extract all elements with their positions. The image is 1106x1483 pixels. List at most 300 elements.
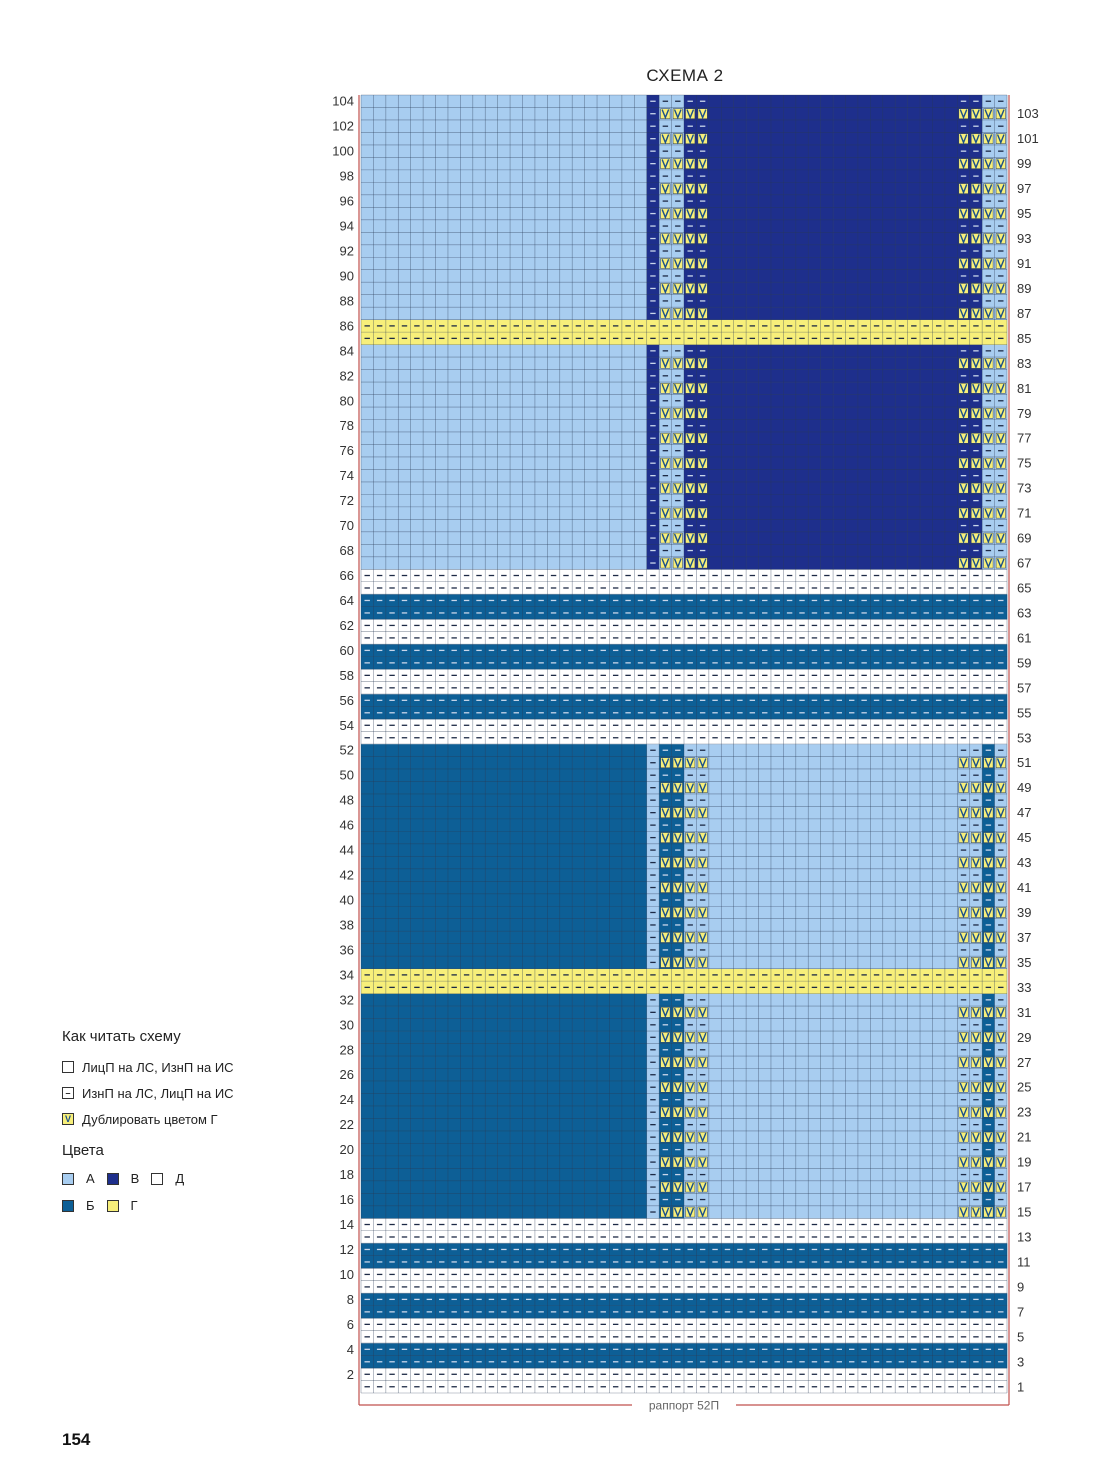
grid-cell bbox=[361, 444, 374, 457]
grid-cell bbox=[895, 1143, 908, 1156]
grid-cell bbox=[560, 744, 573, 757]
grid-cell bbox=[808, 295, 821, 308]
grid-cell bbox=[560, 1131, 573, 1144]
grid-cell bbox=[709, 295, 722, 308]
grid-cell bbox=[398, 844, 411, 857]
grid-cell bbox=[945, 1056, 958, 1069]
grid-cell bbox=[771, 756, 784, 769]
grid-cell bbox=[920, 469, 933, 482]
grid-cell bbox=[846, 756, 859, 769]
grid-cell bbox=[895, 931, 908, 944]
grid-cell bbox=[585, 881, 598, 894]
grid-cell bbox=[572, 395, 585, 408]
grid-cell bbox=[411, 844, 424, 857]
grid-cell bbox=[448, 432, 461, 445]
grid-cell bbox=[771, 819, 784, 832]
grid-cell bbox=[622, 420, 635, 433]
grid-cell bbox=[386, 494, 399, 507]
grid-cell bbox=[821, 756, 834, 769]
grid-cell bbox=[572, 1056, 585, 1069]
grid-cell bbox=[448, 557, 461, 570]
grid-cell bbox=[883, 831, 896, 844]
grid-cell bbox=[846, 1118, 859, 1131]
grid-cell bbox=[498, 1031, 511, 1044]
grid-cell bbox=[709, 1143, 722, 1156]
grid-cell bbox=[870, 220, 883, 233]
grid-cell bbox=[771, 482, 784, 495]
grid-cell bbox=[846, 1193, 859, 1206]
grid-cell bbox=[609, 1093, 622, 1106]
grid-cell bbox=[721, 931, 734, 944]
grid-cell bbox=[932, 282, 945, 295]
grid-cell bbox=[373, 532, 386, 545]
grid-cell bbox=[572, 382, 585, 395]
grid-cell bbox=[833, 1131, 846, 1144]
grid-cell bbox=[895, 1006, 908, 1019]
grid-cell bbox=[547, 894, 560, 907]
grid-cell bbox=[473, 370, 486, 383]
grid-cell bbox=[709, 370, 722, 383]
grid-cell bbox=[609, 806, 622, 819]
grid-cell bbox=[920, 357, 933, 370]
grid-cell bbox=[870, 1118, 883, 1131]
grid-cell bbox=[908, 295, 921, 308]
grid-cell bbox=[920, 232, 933, 245]
grid-cell bbox=[386, 944, 399, 957]
grid-cell bbox=[709, 557, 722, 570]
grid-cell bbox=[796, 944, 809, 957]
grid-cell bbox=[895, 756, 908, 769]
grid-cell bbox=[945, 457, 958, 470]
grid-cell bbox=[709, 345, 722, 358]
grid-cell bbox=[436, 1006, 449, 1019]
grid-cell bbox=[473, 781, 486, 794]
grid-cell bbox=[783, 232, 796, 245]
grid-cell bbox=[932, 482, 945, 495]
grid-cell bbox=[460, 1181, 473, 1194]
grid-cell bbox=[572, 1168, 585, 1181]
grid-cell bbox=[523, 881, 536, 894]
grid-cell bbox=[572, 1006, 585, 1019]
grid-cell bbox=[895, 370, 908, 383]
grid-cell bbox=[634, 494, 647, 507]
grid-cell bbox=[411, 1019, 424, 1032]
grid-cell bbox=[398, 869, 411, 882]
grid-cell bbox=[585, 357, 598, 370]
grid-cell bbox=[386, 1031, 399, 1044]
grid-cell bbox=[858, 794, 871, 807]
grid-cell bbox=[386, 831, 399, 844]
grid-cell bbox=[746, 519, 759, 532]
grid-cell bbox=[423, 207, 436, 220]
grid-cell bbox=[721, 420, 734, 433]
grid-cell bbox=[473, 1143, 486, 1156]
grid-cell bbox=[945, 407, 958, 420]
grid-cell bbox=[361, 956, 374, 969]
grid-cell bbox=[398, 1143, 411, 1156]
grid-cell bbox=[585, 544, 598, 557]
grid-cell bbox=[895, 257, 908, 270]
grid-cell bbox=[796, 1131, 809, 1144]
grid-cell bbox=[560, 856, 573, 869]
grid-cell bbox=[709, 769, 722, 782]
grid-cell bbox=[448, 831, 461, 844]
grid-cell bbox=[783, 207, 796, 220]
grid-cell bbox=[821, 781, 834, 794]
grid-cell bbox=[473, 245, 486, 258]
grid-cell bbox=[436, 444, 449, 457]
grid-cell bbox=[622, 744, 635, 757]
grid-cell bbox=[734, 769, 747, 782]
grid-cell bbox=[609, 1156, 622, 1169]
grid-cell bbox=[945, 1118, 958, 1131]
grid-cell bbox=[423, 420, 436, 433]
grid-cell bbox=[423, 1031, 436, 1044]
grid-cell bbox=[510, 432, 523, 445]
grid-cell bbox=[709, 794, 722, 807]
grid-cell bbox=[808, 756, 821, 769]
grid-cell bbox=[523, 270, 536, 283]
grid-cell bbox=[547, 195, 560, 208]
grid-cell bbox=[746, 1006, 759, 1019]
grid-cell bbox=[560, 257, 573, 270]
grid-cell bbox=[523, 944, 536, 957]
grid-cell bbox=[423, 1193, 436, 1206]
grid-cell bbox=[523, 769, 536, 782]
grid-cell bbox=[783, 944, 796, 957]
grid-cell bbox=[846, 819, 859, 832]
grid-cell bbox=[709, 270, 722, 283]
grid-cell bbox=[361, 457, 374, 470]
grid-cell bbox=[746, 931, 759, 944]
grid-cell bbox=[560, 894, 573, 907]
grid-cell bbox=[448, 956, 461, 969]
grid-cell bbox=[771, 557, 784, 570]
grid-cell bbox=[908, 1106, 921, 1119]
grid-cell bbox=[920, 856, 933, 869]
grid-cell bbox=[547, 1093, 560, 1106]
grid-cell bbox=[709, 819, 722, 832]
grid-cell bbox=[721, 781, 734, 794]
grid-cell bbox=[535, 544, 548, 557]
grid-cell bbox=[932, 1168, 945, 1181]
grid-cell bbox=[572, 1044, 585, 1057]
grid-cell bbox=[473, 881, 486, 894]
grid-cell bbox=[858, 1019, 871, 1032]
grid-cell bbox=[622, 1093, 635, 1106]
grid-cell bbox=[498, 494, 511, 507]
grid-cell bbox=[709, 307, 722, 320]
grid-cell bbox=[398, 1106, 411, 1119]
grid-cell bbox=[908, 195, 921, 208]
grid-cell bbox=[759, 469, 772, 482]
grid-cell bbox=[920, 769, 933, 782]
grid-cell bbox=[398, 357, 411, 370]
grid-cell bbox=[535, 1143, 548, 1156]
grid-cell bbox=[734, 195, 747, 208]
grid-cell bbox=[846, 507, 859, 520]
grid-cell bbox=[746, 744, 759, 757]
grid-cell bbox=[585, 407, 598, 420]
grid-cell bbox=[609, 307, 622, 320]
grid-cell bbox=[386, 881, 399, 894]
grid-cell bbox=[622, 944, 635, 957]
grid-cell bbox=[373, 869, 386, 882]
grid-cell bbox=[498, 544, 511, 557]
grid-cell bbox=[460, 1044, 473, 1057]
grid-cell bbox=[585, 220, 598, 233]
grid-cell bbox=[796, 507, 809, 520]
grid-cell bbox=[585, 1006, 598, 1019]
grid-cell bbox=[870, 395, 883, 408]
grid-cell bbox=[560, 1156, 573, 1169]
grid-cell bbox=[709, 956, 722, 969]
grid-cell bbox=[597, 382, 610, 395]
grid-cell bbox=[808, 195, 821, 208]
grid-cell bbox=[436, 844, 449, 857]
grid-cell bbox=[908, 956, 921, 969]
grid-cell bbox=[932, 532, 945, 545]
grid-cell bbox=[411, 295, 424, 308]
grid-cell bbox=[448, 881, 461, 894]
grid-cell bbox=[783, 794, 796, 807]
grid-cell bbox=[398, 1006, 411, 1019]
grid-cell bbox=[547, 257, 560, 270]
grid-cell bbox=[771, 769, 784, 782]
grid-cell bbox=[932, 220, 945, 233]
grid-cell bbox=[547, 544, 560, 557]
grid-cell bbox=[560, 370, 573, 383]
grid-cell bbox=[423, 507, 436, 520]
grid-cell bbox=[808, 1056, 821, 1069]
grid-cell bbox=[473, 1081, 486, 1094]
grid-cell bbox=[771, 894, 784, 907]
grid-cell bbox=[846, 769, 859, 782]
grid-cell bbox=[883, 507, 896, 520]
grid-cell bbox=[473, 1019, 486, 1032]
grid-cell bbox=[808, 869, 821, 882]
grid-cell bbox=[858, 1056, 871, 1069]
grid-cell bbox=[821, 1093, 834, 1106]
grid-cell bbox=[746, 769, 759, 782]
grid-cell bbox=[783, 307, 796, 320]
grid-cell bbox=[734, 1206, 747, 1219]
grid-cell bbox=[547, 282, 560, 295]
grid-cell bbox=[721, 856, 734, 869]
grid-cell bbox=[734, 494, 747, 507]
grid-cell bbox=[870, 507, 883, 520]
grid-cell bbox=[709, 1131, 722, 1144]
grid-cell bbox=[759, 1206, 772, 1219]
grid-cell bbox=[920, 220, 933, 233]
grid-cell bbox=[361, 245, 374, 258]
grid-cell bbox=[759, 1056, 772, 1069]
grid-cell bbox=[895, 444, 908, 457]
grid-cell bbox=[883, 270, 896, 283]
grid-cell bbox=[833, 245, 846, 258]
grid-cell bbox=[473, 919, 486, 932]
grid-cell bbox=[846, 245, 859, 258]
grid-cell bbox=[361, 1156, 374, 1169]
grid-cell bbox=[634, 420, 647, 433]
grid-cell bbox=[523, 307, 536, 320]
grid-cell bbox=[759, 544, 772, 557]
grid-cell bbox=[485, 919, 498, 932]
grid-cell bbox=[783, 856, 796, 869]
grid-cell bbox=[510, 245, 523, 258]
grid-cell bbox=[460, 307, 473, 320]
grid-cell bbox=[411, 1106, 424, 1119]
grid-cell bbox=[796, 307, 809, 320]
grid-cell bbox=[448, 1081, 461, 1094]
grid-cell bbox=[759, 357, 772, 370]
grid-cell bbox=[721, 1118, 734, 1131]
grid-cell bbox=[945, 1031, 958, 1044]
grid-cell bbox=[398, 544, 411, 557]
grid-cell bbox=[821, 1131, 834, 1144]
grid-cell bbox=[771, 1118, 784, 1131]
grid-cell bbox=[771, 245, 784, 258]
grid-cell bbox=[771, 1143, 784, 1156]
grid-cell bbox=[721, 1143, 734, 1156]
grid-cell bbox=[609, 444, 622, 457]
grid-cell bbox=[746, 1031, 759, 1044]
grid-cell bbox=[783, 482, 796, 495]
grid-cell bbox=[473, 532, 486, 545]
grid-cell bbox=[398, 532, 411, 545]
grid-cell bbox=[585, 744, 598, 757]
grid-cell bbox=[609, 994, 622, 1007]
grid-cell bbox=[734, 407, 747, 420]
grid-cell bbox=[597, 270, 610, 283]
grid-cell bbox=[746, 282, 759, 295]
grid-cell bbox=[498, 469, 511, 482]
grid-cell bbox=[597, 532, 610, 545]
grid-cell bbox=[386, 806, 399, 819]
grid-cell bbox=[796, 195, 809, 208]
grid-cell bbox=[585, 557, 598, 570]
grid-cell bbox=[572, 869, 585, 882]
grid-cell bbox=[411, 507, 424, 520]
grid-cell bbox=[908, 769, 921, 782]
grid-cell bbox=[535, 869, 548, 882]
grid-cell bbox=[746, 1156, 759, 1169]
grid-cell bbox=[920, 1106, 933, 1119]
grid-cell bbox=[473, 457, 486, 470]
grid-cell bbox=[361, 906, 374, 919]
grid-cell bbox=[535, 257, 548, 270]
grid-cell bbox=[932, 357, 945, 370]
grid-cell bbox=[423, 307, 436, 320]
grid-cell bbox=[398, 856, 411, 869]
grid-cell bbox=[846, 906, 859, 919]
grid-cell bbox=[411, 906, 424, 919]
grid-cell bbox=[846, 395, 859, 408]
grid-cell bbox=[523, 395, 536, 408]
grid-cell bbox=[895, 1056, 908, 1069]
grid-cell bbox=[734, 532, 747, 545]
grid-cell bbox=[721, 270, 734, 283]
grid-cell bbox=[572, 769, 585, 782]
grid-cell bbox=[585, 395, 598, 408]
grid-cell bbox=[436, 1106, 449, 1119]
grid-cell bbox=[846, 994, 859, 1007]
grid-cell bbox=[547, 532, 560, 545]
grid-cell bbox=[796, 532, 809, 545]
grid-cell bbox=[448, 1193, 461, 1206]
grid-cell bbox=[858, 781, 871, 794]
grid-cell bbox=[585, 994, 598, 1007]
grid-cell bbox=[622, 1081, 635, 1094]
grid-cell bbox=[609, 1069, 622, 1082]
grid-cell bbox=[411, 756, 424, 769]
grid-cell bbox=[734, 345, 747, 358]
grid-cell bbox=[386, 1181, 399, 1194]
grid-cell bbox=[473, 1069, 486, 1082]
grid-cell bbox=[858, 295, 871, 308]
grid-cell bbox=[510, 532, 523, 545]
grid-cell bbox=[846, 357, 859, 370]
grid-cell bbox=[721, 382, 734, 395]
grid-cell bbox=[920, 1056, 933, 1069]
grid-cell bbox=[821, 532, 834, 545]
grid-cell bbox=[858, 207, 871, 220]
grid-cell bbox=[547, 806, 560, 819]
grid-cell bbox=[560, 931, 573, 944]
grid-cell bbox=[821, 232, 834, 245]
grid-cell bbox=[746, 756, 759, 769]
grid-cell bbox=[870, 282, 883, 295]
grid-cell bbox=[846, 944, 859, 957]
grid-cell bbox=[398, 457, 411, 470]
grid-cell bbox=[858, 1131, 871, 1144]
grid-cell bbox=[622, 407, 635, 420]
grid-cell bbox=[498, 345, 511, 358]
grid-cell bbox=[920, 1031, 933, 1044]
grid-cell bbox=[634, 1106, 647, 1119]
grid-cell bbox=[870, 345, 883, 358]
grid-cell bbox=[361, 1044, 374, 1057]
grid-cell bbox=[448, 420, 461, 433]
grid-cell bbox=[560, 507, 573, 520]
grid-cell bbox=[734, 956, 747, 969]
grid-cell bbox=[895, 432, 908, 445]
grid-cell bbox=[398, 906, 411, 919]
grid-cell bbox=[932, 420, 945, 433]
grid-cell bbox=[473, 844, 486, 857]
grid-cell bbox=[895, 769, 908, 782]
grid-cell bbox=[411, 257, 424, 270]
grid-cell bbox=[373, 756, 386, 769]
grid-cell bbox=[535, 744, 548, 757]
grid-cell bbox=[498, 257, 511, 270]
grid-cell bbox=[746, 220, 759, 233]
grid-cell bbox=[759, 295, 772, 308]
grid-cell bbox=[734, 1118, 747, 1131]
grid-cell bbox=[373, 856, 386, 869]
grid-cell bbox=[436, 1031, 449, 1044]
grid-cell bbox=[448, 507, 461, 520]
grid-cell bbox=[808, 482, 821, 495]
grid-cell bbox=[423, 432, 436, 445]
grid-cell bbox=[870, 919, 883, 932]
grid-cell bbox=[634, 881, 647, 894]
grid-cell bbox=[721, 1044, 734, 1057]
grid-cell bbox=[634, 1181, 647, 1194]
grid-cell bbox=[796, 420, 809, 433]
grid-cell bbox=[572, 420, 585, 433]
grid-cell bbox=[373, 232, 386, 245]
